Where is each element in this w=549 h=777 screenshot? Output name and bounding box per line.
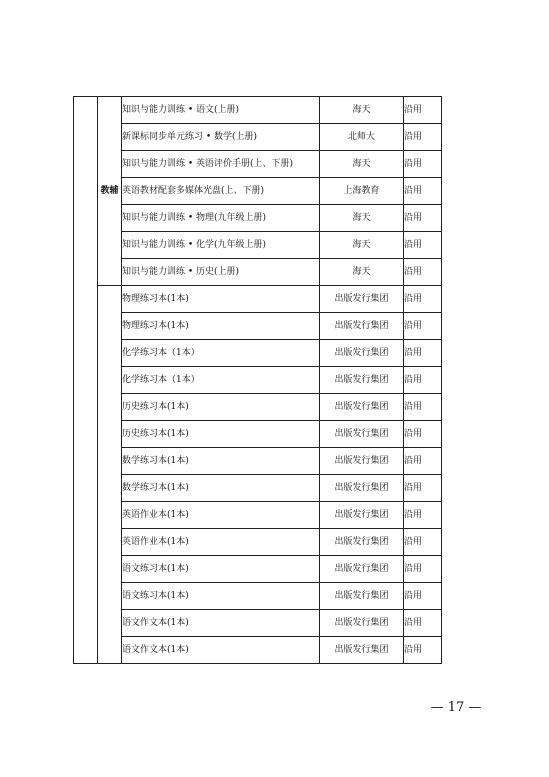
book-title-cell: 知识与能力训练 • 物理(九年级上册)	[122, 205, 320, 232]
book-title-cell: 新课标同步单元练习 • 数学(上册)	[122, 124, 320, 151]
table-row	[74, 205, 442, 232]
status-cell: 沿用	[404, 151, 442, 178]
book-title-cell: 英语作业本(1本)	[122, 529, 320, 556]
status-cell: 沿用	[404, 421, 442, 448]
publisher-cell: 出版发行集团	[320, 340, 404, 367]
table-row	[74, 583, 442, 610]
publisher-cell: 出版发行集团	[320, 367, 404, 394]
book-title-cell: 英语教材配套多媒体光盘(上、下册)	[122, 178, 320, 205]
publisher-cell: 海天	[320, 205, 404, 232]
status-cell: 沿用	[404, 583, 442, 610]
table-row	[74, 610, 442, 637]
publisher-cell: 出版发行集团	[320, 583, 404, 610]
table-row	[74, 259, 442, 286]
status-cell: 沿用	[404, 97, 442, 124]
table-body	[74, 97, 442, 664]
status-cell: 沿用	[404, 610, 442, 637]
table-row	[74, 502, 442, 529]
status-cell: 沿用	[404, 502, 442, 529]
status-cell: 沿用	[404, 556, 442, 583]
table-row	[74, 529, 442, 556]
publisher-cell: 海天	[320, 97, 404, 124]
book-title-cell: 知识与能力训练 • 化学(九年级上册)	[122, 232, 320, 259]
status-cell: 沿用	[404, 286, 442, 313]
publisher-cell: 出版发行集团	[320, 475, 404, 502]
book-title-cell: 数学练习本(1本)	[122, 448, 320, 475]
book-title-cell: 语文作文本(1本)	[122, 610, 320, 637]
textbook-table	[73, 96, 442, 664]
publisher-cell: 出版发行集团	[320, 421, 404, 448]
status-cell: 沿用	[404, 637, 442, 664]
table-row	[74, 151, 442, 178]
status-cell: 沿用	[404, 313, 442, 340]
status-cell: 沿用	[404, 448, 442, 475]
book-title-cell: 物理练习本(1本)	[122, 313, 320, 340]
table-row	[74, 97, 442, 124]
table-row	[74, 475, 442, 502]
blank-column-cell	[74, 97, 98, 664]
publisher-cell: 出版发行集团	[320, 313, 404, 340]
book-title-cell: 知识与能力训练 • 英语评价手册(上、下册)	[122, 151, 320, 178]
book-title-cell: 语文练习本(1本)	[122, 583, 320, 610]
publisher-cell: 出版发行集团	[320, 502, 404, 529]
publisher-cell: 海天	[320, 232, 404, 259]
table-row	[74, 313, 442, 340]
publisher-cell: 出版发行集团	[320, 286, 404, 313]
publisher-cell: 出版发行集团	[320, 610, 404, 637]
publisher-cell: 海天	[320, 151, 404, 178]
status-cell: 沿用	[404, 124, 442, 151]
publisher-cell: 出版发行集团	[320, 394, 404, 421]
status-cell: 沿用	[404, 394, 442, 421]
publisher-cell: 出版发行集团	[320, 529, 404, 556]
category-cell	[98, 286, 122, 664]
status-cell: 沿用	[404, 475, 442, 502]
book-title-cell: 化学练习本（1本）	[122, 367, 320, 394]
status-cell: 沿用	[404, 205, 442, 232]
publisher-cell: 出版发行集团	[320, 448, 404, 475]
book-title-cell: 语文作文本(1本)	[122, 637, 320, 664]
book-title-cell: 化学练习本（1本）	[122, 340, 320, 367]
table-row	[74, 448, 442, 475]
table-row	[74, 178, 442, 205]
book-title-cell: 数学练习本(1本)	[122, 475, 320, 502]
book-title-cell: 语文练习本(1本)	[122, 556, 320, 583]
status-cell: 沿用	[404, 232, 442, 259]
publisher-cell: 海天	[320, 259, 404, 286]
table-row	[74, 340, 442, 367]
table-row	[74, 286, 442, 313]
table-row	[74, 124, 442, 151]
book-title-cell: 英语作业本(1本)	[122, 502, 320, 529]
status-cell: 沿用	[404, 529, 442, 556]
book-title-cell: 历史练习本(1本)	[122, 421, 320, 448]
book-title-cell: 知识与能力训练 • 语文(上册)	[122, 97, 320, 124]
publisher-cell: 出版发行集团	[320, 556, 404, 583]
table-row	[74, 556, 442, 583]
category-cell: 教辅	[98, 97, 122, 286]
page-number: — 17 —	[430, 700, 482, 715]
publisher-cell: 上海教育	[320, 178, 404, 205]
publisher-cell: 北师大	[320, 124, 404, 151]
status-cell: 沿用	[404, 367, 442, 394]
table-row	[74, 367, 442, 394]
table-row	[74, 421, 442, 448]
status-cell: 沿用	[404, 259, 442, 286]
table-row	[74, 394, 442, 421]
publisher-cell: 出版发行集团	[320, 637, 404, 664]
table-row	[74, 232, 442, 259]
status-cell: 沿用	[404, 178, 442, 205]
book-title-cell: 历史练习本(1本)	[122, 394, 320, 421]
status-cell: 沿用	[404, 340, 442, 367]
book-title-cell: 知识与能力训练 • 历史(上册)	[122, 259, 320, 286]
book-title-cell: 物理练习本(1本)	[122, 286, 320, 313]
table-row	[74, 637, 442, 664]
